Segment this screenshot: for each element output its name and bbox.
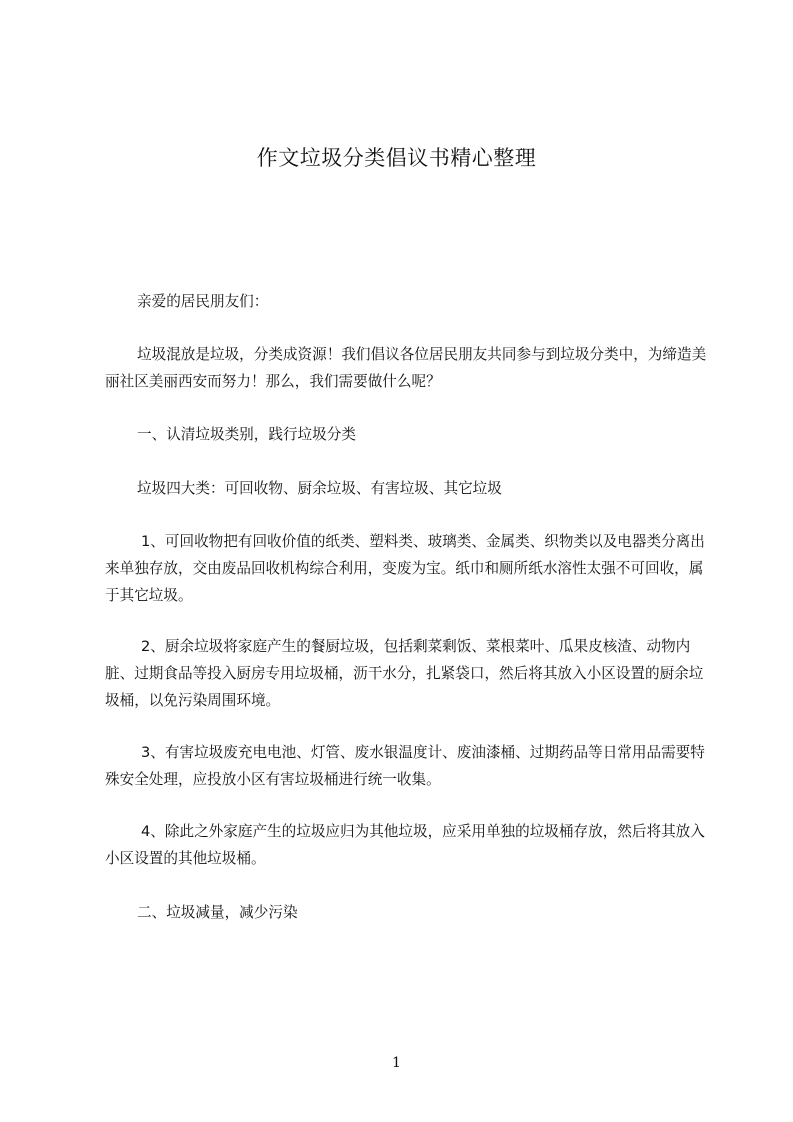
categories-line: 垃圾四大类：可回收物、厨余垃圾、有害垃圾、其它垃圾 [137, 480, 502, 497]
list-item-other-waste: 4、除此之外家庭产生的垃圾应归为其他垃圾，应采用单独的垃圾桶存放，然后将其放入小区设置的其他垃圾桶。 [105, 823, 705, 867]
list-item-recyclables: 1、可回收物把有回收价值的纸类、塑料类、玻璃类、金属类、织物类以及电器类分离出来单独存放，交由废品回收机构综合利用，变废为宝。纸巾和厕所纸水溶性太强不可回收，属于其它垃圾。 [105, 533, 705, 604]
page-title: 作文垃圾分类倡议书精心整理 [256, 146, 537, 170]
list-item-hazardous-waste: 3、有害垃圾废充电电池、灯管、废水银温度计、废油漆桶、过期药品等日常用品需要特殊安全处理，应投放小区有害垃圾桶进行统一收集。 [105, 744, 705, 788]
intro-paragraph: 垃圾混放是垃圾，分类成资源！我们倡议各位居民朋友共同参与到垃圾分类中，为缔造美丽社区美丽西安而努力！那么，我们需要做什么呢？ [105, 346, 707, 390]
page-number: 1 [392, 1055, 401, 1071]
list-item-kitchen-waste: 2、厨余垃圾将家庭产生的餐厨垃圾，包括剩菜剩饭、菜根菜叶、瓜果皮核渣、动物内脏、过期食品等投入厨房专用垃圾桶，沥干水分，扎紧袋口，然后将其放入小区设置的厨余垃圾桶，以免污染周围环境。 [105, 638, 704, 709]
salutation: 亲爱的居民朋友们： [137, 293, 269, 310]
section-heading-1: 一、认清垃圾类别，践行垃圾分类 [137, 426, 356, 443]
section-heading-2: 二、垃圾减量，减少污染 [137, 904, 298, 921]
